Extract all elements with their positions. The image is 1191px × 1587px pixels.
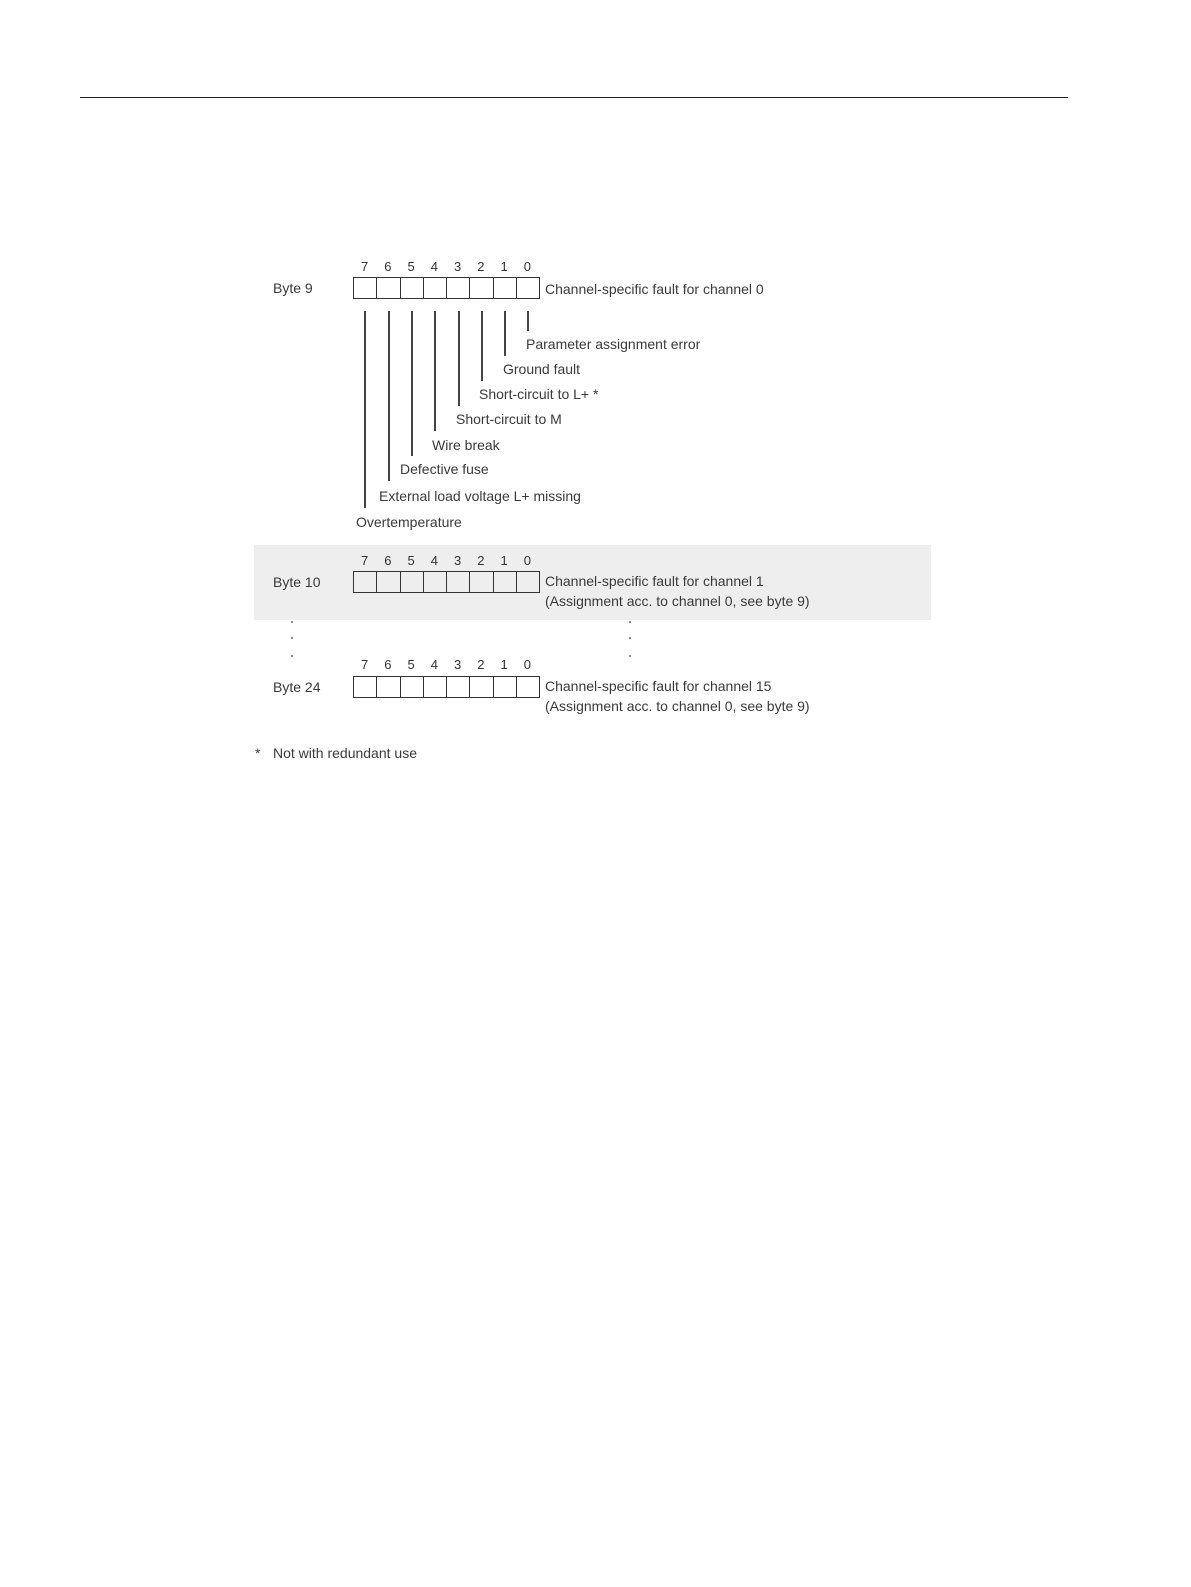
bit-label-overtemperature: Overtemperature xyxy=(356,514,462,530)
byte24-label: Byte 24 xyxy=(273,679,321,695)
bit-cell xyxy=(377,572,400,592)
bit-cell xyxy=(354,677,377,697)
bit-cell xyxy=(517,677,539,697)
bit-label-external-load-voltage: External load voltage L+ missing xyxy=(379,488,581,504)
bit-numbers-byte9 xyxy=(353,259,539,274)
bit-cell xyxy=(377,677,400,697)
bit-label-wire-break: Wire break xyxy=(432,437,500,453)
byte9-label: Byte 9 xyxy=(273,280,313,296)
bit-number: 2 xyxy=(477,259,485,274)
bit-cell xyxy=(424,572,447,592)
bit-number: 7 xyxy=(361,259,369,274)
bit-cell xyxy=(517,278,539,298)
ellipsis-dot xyxy=(629,655,631,657)
bit-number: 6 xyxy=(384,553,392,568)
bit-numbers-byte10 xyxy=(353,553,539,568)
leader-line-bit5 xyxy=(411,311,413,456)
bit-number: 2 xyxy=(477,553,485,568)
byte9-bit-box xyxy=(353,277,540,299)
byte24-description-line1: Channel-specific fault for channel 15 xyxy=(545,678,772,694)
bit-number: 3 xyxy=(454,259,462,274)
bit-number: 4 xyxy=(430,657,438,672)
bit-number: 0 xyxy=(523,657,531,672)
bit-number: 5 xyxy=(407,657,415,672)
bit-numbers-byte24 xyxy=(353,657,539,672)
bit-number: 4 xyxy=(430,553,438,568)
bit-cell xyxy=(354,572,377,592)
bit-cell xyxy=(470,278,493,298)
bit-label-parameter-assignment-error: Parameter assignment error xyxy=(526,336,701,352)
bit-cell xyxy=(517,572,539,592)
ellipsis-dot xyxy=(629,621,631,623)
footnote-text: Not with redundant use xyxy=(273,745,417,761)
bit-cell xyxy=(354,278,377,298)
leader-line-bit4 xyxy=(434,311,436,431)
bit-number: 5 xyxy=(407,259,415,274)
ellipsis-dot xyxy=(629,637,631,639)
bit-cell xyxy=(424,278,447,298)
bit-number: 3 xyxy=(454,553,462,568)
header-rule xyxy=(80,97,1068,98)
bit-cell xyxy=(401,572,424,592)
ellipsis-dot xyxy=(291,621,293,623)
bit-cell xyxy=(494,572,517,592)
bit-number: 1 xyxy=(500,259,508,274)
byte10-description-line2: (Assignment acc. to channel 0, see byte 9) xyxy=(545,593,810,609)
bit-number: 7 xyxy=(361,553,369,568)
bit-number: 4 xyxy=(430,259,438,274)
bit-label-short-circuit-m: Short-circuit to M xyxy=(456,411,562,427)
bit-number: 0 xyxy=(523,259,531,274)
byte10-bit-box xyxy=(353,571,540,593)
bit-cell xyxy=(447,278,470,298)
byte24-description-line2: (Assignment acc. to channel 0, see byte 9) xyxy=(545,698,810,714)
bit-cell xyxy=(494,677,517,697)
bit-label-defective-fuse: Defective fuse xyxy=(400,461,489,477)
bit-number: 2 xyxy=(477,657,485,672)
footnote-marker: * xyxy=(255,745,261,761)
bit-label-ground-fault: Ground fault xyxy=(503,361,581,377)
leader-line-bit1 xyxy=(504,311,506,356)
bit-number: 0 xyxy=(523,553,531,568)
bit-number: 7 xyxy=(361,657,369,672)
bit-cell xyxy=(470,572,493,592)
leader-line-bit2 xyxy=(481,311,483,381)
bit-cell xyxy=(401,278,424,298)
bit-number: 1 xyxy=(500,657,508,672)
bit-number: 5 xyxy=(407,553,415,568)
byte10-description-line1: Channel-specific fault for channel 1 xyxy=(545,573,764,589)
bit-cell xyxy=(401,677,424,697)
ellipsis-dot xyxy=(291,637,293,639)
leader-line-bit6 xyxy=(388,311,390,481)
bit-cell xyxy=(377,278,400,298)
bit-cell xyxy=(447,677,470,697)
bit-number: 6 xyxy=(384,657,392,672)
bit-label-short-circuit-lplus: Short-circuit to L+ * xyxy=(479,386,599,402)
bit-number: 3 xyxy=(454,657,462,672)
ellipsis-dot xyxy=(291,655,293,657)
bit-number: 6 xyxy=(384,259,392,274)
leader-line-bit7 xyxy=(364,311,366,508)
byte10-label: Byte 10 xyxy=(273,574,321,590)
leader-line-bit3 xyxy=(458,311,460,406)
bit-cell xyxy=(470,677,493,697)
bit-cell xyxy=(424,677,447,697)
leader-line-bit0 xyxy=(527,311,529,331)
bit-cell xyxy=(494,278,517,298)
byte9-description: Channel-specific fault for channel 0 xyxy=(545,281,764,297)
byte24-bit-box xyxy=(353,676,540,698)
bit-cell xyxy=(447,572,470,592)
bit-number: 1 xyxy=(500,553,508,568)
